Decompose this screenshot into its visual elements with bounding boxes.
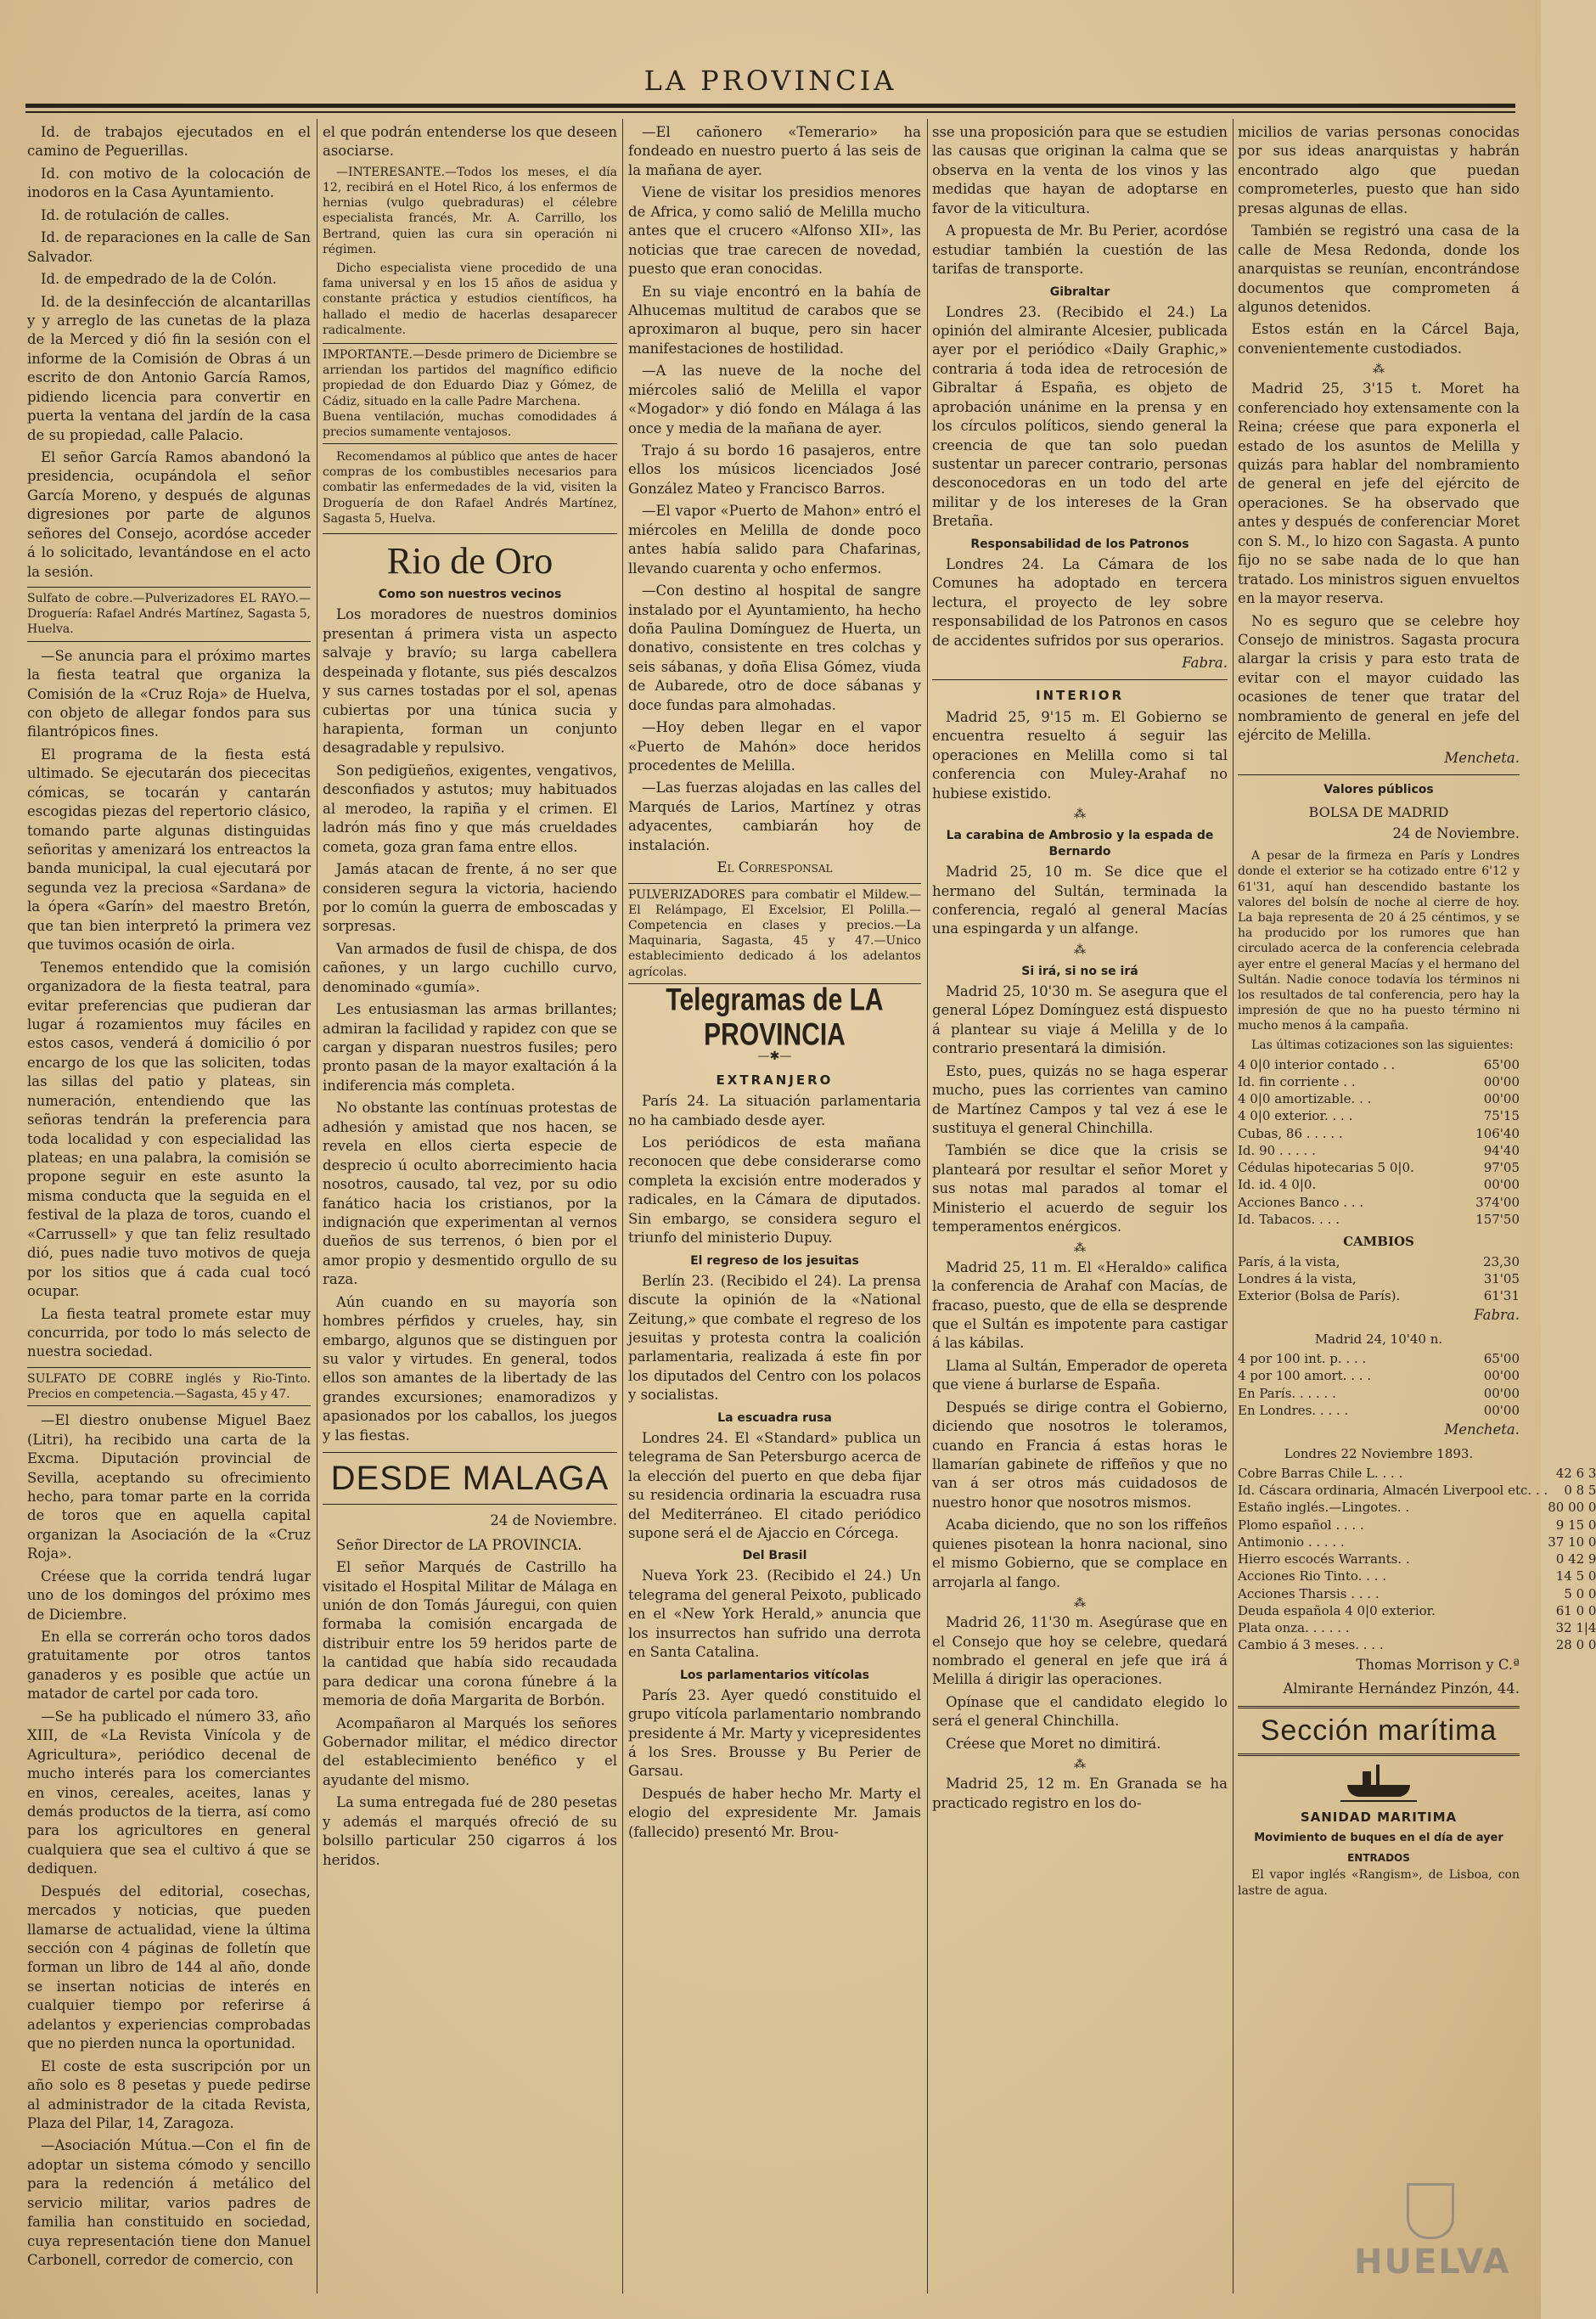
quote-label: 4 por 100 amort. . . . (1238, 1368, 1372, 1384)
quote-value: 00'00 (1483, 1402, 1520, 1418)
paragraph: Los moradores de nuestros dominios presentan á primera vista un aspecto salvaje y bravío; su larga cabellera despeinada y flotante, sus piés descalzos y sus carnes tostadas por el sol, apenas cubiertas por una túnica sucia y harapienta, forman un conjunto desagradable y repulsivo. (323, 606, 617, 757)
madrid-quotes-table (1238, 1350, 1520, 1419)
paragraph: Id. de rotulación de calles. (41, 206, 230, 223)
quote-value: 0 8 5 (1564, 1483, 1596, 1499)
quote-value: 9 15 0 (1555, 1517, 1596, 1533)
stamp-text: HUELVA (1354, 2243, 1511, 2282)
subheadline: Responsabilidad de los Patronos (970, 537, 1189, 551)
paragraph: El vapor inglés «Rangism», de Lisboa, con lastre de agua. (1238, 1868, 1520, 1898)
quote-row (1238, 1090, 1520, 1107)
quote-row (1238, 1367, 1520, 1384)
quote-label: Londres á la vista, (1238, 1270, 1357, 1286)
paragraph: —Se ha publicado el número 33, año XIII, de «La Revista Vinícola y de Agricultura», periódico decenal de mucho interés para los comerciantes en vinos, cereales, aceites, lanas y demás productos de la tierra, así como para los agricultores en general cualquiera que sea el cultivo á que se dediquen. (27, 1708, 311, 1877)
masthead (25, 59, 1515, 110)
newspaper-title: LA PROVINCIA (643, 65, 897, 97)
quote-label: Cubas, 86 . . . . . (1238, 1125, 1343, 1141)
column-3 (628, 123, 921, 2294)
paragraph: Van armados de fusil de chispa, de dos cañones, y un largo cuchillo curvo, denominado «gumía». (323, 940, 617, 995)
quote-label: Estaño inglés.—Lingotes. . (1238, 1500, 1410, 1516)
quote-label: 4 0|0 amortizable. . . (1238, 1091, 1372, 1107)
paragraph: Madrid 25, 10 m. Se dice que el hermano del Sultán, terminada la conferencia, regaló al general Macías una espingarda y un alfange. (932, 864, 1228, 937)
ship-icon (1340, 1763, 1417, 1802)
paragraph: —INTERESANTE.—Todos los meses, el día 12, recibirá en el Hotel Rico, á los enfermos de hernias (vulgo quebraduras) el célebre especialista francés, Mr. A. Carrillo, los Bertrand, quien las cura sin operación ni régimen. (323, 165, 617, 256)
advertisement: SULFATO DE COBRE inglés y Rio-Tinto. Precios en competencia.—Sagasta, 45 y 47. (27, 1367, 311, 1406)
quote-label: Id. id. 4 0|0. (1238, 1177, 1317, 1193)
quote-value: 00'00 (1483, 1091, 1520, 1107)
paragraph: Madrid 25, 9'15 m. El Gobierno se encuentra resuelto á seguir las operaciones en Melilla como si tal conferencia con Muley-Arahaf no hubiese existido. (932, 708, 1228, 802)
quote-value: 31'05 (1483, 1270, 1520, 1286)
headline: Sección marítima (1260, 1714, 1498, 1747)
quote-value: 28 0 0 (1555, 1637, 1596, 1653)
paragraph: En ella se correrán ocho toros dados gratuitamente por otros tantos ganaderos y es posible que actúe un matador de cartel por cada toro. (27, 1629, 311, 1703)
advertisement (323, 343, 617, 444)
paragraph: Madrid 25, 10'30 m. Se asegura que el general López Domínguez está dispuesto á plantear su viaje á Melilla y de lo contrario presentará la dimisión. (932, 982, 1228, 1057)
paragraph: Créese que la corrida tendrá lugar uno de los domingos del próximo mes de Diciembre. (27, 1568, 311, 1623)
paragraph: Esto, pues, quizás no se haga esperar mucho, pues las corrientes van camino de Martínez Campos y tal vez á ese le sustituya el general Chinchilla. (932, 1062, 1228, 1136)
paragraph: sse una proposición para que se estudien las causas que originan la calma que se observa en la venta de los vinos y las medidas que hayan de adoptarse en favor de la viticultura. (932, 124, 1228, 217)
quote-label: Id. Tabacos. . . . (1238, 1211, 1340, 1227)
paragraph: La suma entregada fué de 280 pesetas y además el marqués ofreció de su bolsillo particular 250 cigarros á los heridos. (323, 1794, 617, 1868)
paragraph: micilios de varias personas conocidas por sus ideas anarquistas y habrán encontrado algo que puedan comprometerles, puesto que han sido presas algunas de ellas. (1238, 124, 1520, 217)
quote-label: Plata onza. . . . . . (1238, 1620, 1350, 1636)
subheadline: El regreso de los jesuitas (690, 1253, 859, 1268)
paragraph: París 23. Ayer quedó constituido el grupo vitícola parlamentario nombrando presidente á Mr. Marty y vicepresidentes á los Sres. Brousse y Bu Perier de Garsau. (628, 1686, 921, 1780)
quote-label: Id. Cáscara ordinaria, Almacén Liverpool etc. . . (1238, 1483, 1548, 1499)
column-separator (317, 119, 318, 2294)
subheadline: La carabina de Ambrosio y la espada de Bernardo (946, 829, 1214, 859)
paragraph: Viene de visitar los presidios menores de Africa, y como salió de Melilla mucho antes que el crucero «Alfonso XII», las noticias que trae carecen de novedad, puesto que eran conocidas. (628, 184, 921, 278)
paragraph: el que podrán entenderse los que deseen asociarse. (323, 124, 617, 160)
quote-value: 00'00 (1483, 1368, 1520, 1384)
paragraph: Id. de empedrado de la de Colón. (41, 271, 278, 288)
paragraph: Madrid 25, 12 m. En Granada se ha practicado registro en los do- (932, 1776, 1228, 1811)
signature: Mencheta. (1444, 749, 1520, 766)
ornament: ⁂ (1074, 943, 1086, 957)
quote-row (1238, 1534, 1596, 1551)
subheadline: Como son nuestros vecinos (378, 588, 562, 602)
quote-label: Id. fin corriente . . (1238, 1073, 1356, 1089)
quote-value: 37 10 0 (1548, 1534, 1596, 1550)
paragraph: Madrid 25, 3'15 t. Moret ha conferenciado hoy extensamente con la Reina; créese que para exponerla el estado de los asuntos de Melilla y quizás para hablar del nombramiento de general en jefe del ejército de operaciones. Se ha observado que antes y después de conferenciar Moret con S. M., lo hizo con Sagasta. A punto fijo no se sabe nada de lo que han tratado. Los ministros siguen envueltos en la mayor reserva. (1238, 380, 1520, 607)
paragraph: París 24. La situación parlamentaria no ha cambiado desde ayer. (628, 1093, 921, 1129)
headline: Rio de Oro (386, 540, 554, 582)
subheadline: Valores públicos (1323, 783, 1434, 797)
address: Almirante Hernández Pinzón, 44. (1283, 1680, 1520, 1697)
paragraph: Aún cuando en su mayoría son hombres pérfidos y crueles, hay, sin embargo, algunos que se distinguen por su valor y virtudes. En general, todos ellos son amantes de la libertady de las grandes excursiones; enamoradizos y apasionados por los caballos, los juegos y las fiestas. (323, 1293, 617, 1444)
paragraph: Nueva York 23. (Recibido el 24.) Un telegrama del general Peixoto, publicado en el «New York Herald,» anuncia que los insurrectos han sufrido una derrota en Santa Catalina. (628, 1568, 921, 1661)
column-5 (1238, 123, 1596, 2294)
quote-label: Plomo español . . . . (1238, 1517, 1364, 1533)
quote-value: 00'00 (1483, 1385, 1520, 1401)
paragraph: Los periódicos de esta mañana reconocen que debe considerarse como completa la excisión entre moderados y radicales, en la Cámara de diputados. Sin embargo, se considera seguro el triunfo del ministerio Dupuy. (628, 1134, 921, 1247)
quote-label: En París. . . . . . (1238, 1385, 1336, 1401)
archive-stamp (1354, 2183, 1511, 2285)
paragraph: Señor Director de LA PROVINCIA. (336, 1536, 582, 1553)
divider (1238, 1753, 1520, 1756)
paragraph: No es seguro que se celebre hoy Consejo de ministros. Sagasta procura alargar la crisis y para esto trata de evitar con el mayor cuidado las ocasiones de tener que tratar del nombramiento de general en jefe del ejército de Melilla. (1238, 612, 1520, 744)
paragraph: —El cañonero «Temerario» ha fondeado en nuestro puerto á las seis de la mañana de ayer. (628, 124, 921, 178)
paragraph: En su viaje encontró en la bahía de Alhucemas multitud de carabos que se aproximaron al buque, pero sin hacer manifestaciones de hostilidad. (628, 283, 921, 357)
quote-row (1238, 1402, 1520, 1419)
paragraph: Les entusiasman las armas brillantes; admiran la facilidad y rapidez con que se cargan y disparan nuestros fusiles; pero pronto pasan de la mayor exaltación á la indiferencia más completa. (323, 1001, 617, 1094)
quote-row (1238, 1551, 1596, 1568)
quote-label: Id. 90 . . . . . (1238, 1142, 1316, 1158)
paragraph: El señor García Ramos abandonó la presidencia, ocupándola el señor García Moreno, y después de algunas digresiones por parte de algunos señores del Consejo, acordóse acceder á lo solicitado, levantándose en el acto la sesión. (27, 449, 311, 580)
quote-value: 97'05 (1483, 1160, 1520, 1176)
subheadline: CAMBIOS (1343, 1234, 1414, 1250)
quote-row (1238, 1287, 1520, 1304)
quotes-table (1238, 1056, 1520, 1229)
paragraph: Id. con motivo de la colocación de inodoros en la Casa Ayuntamiento. (27, 165, 311, 201)
paragraph: Después del editorial, cosechas, mercados y noticias, que pueden llamarse de actualidad, viene la última sección con 4 páginas de folletín que forman un libro de 144 al año, donde se insertan noticias de interés en cualquier tiempo por referirse á adelantos y experiencias comprobadas que no pierden nunca la oportunidad. (27, 1883, 311, 2052)
paragraph: Londres 24. La Cámara de los Comunes ha adoptado en tercera lectura, el proyecto de ley sobre responsabilidad de los Patronos en casos de accidentes sufridos por sus operarios. (932, 555, 1228, 649)
divider (1238, 774, 1520, 775)
london-quotes-table (1238, 1465, 1596, 1654)
paragraph: El coste de esta suscripción por un año solo es 8 pesetas y puede pedirse al administrador de la citada Revista, Plaza del Pilar, 14, Zaragoza. (27, 2057, 311, 2131)
quote-row (1238, 1517, 1596, 1534)
paragraph: —El diestro onubense Miguel Baez (Litri), ha recibido una carta de la Excma. Diputación provincial de Sevilla, aceptando su ofrecimiento hecho, para tomar parte en la corrida de toros que en aquella capital organizan la Asociación de la «Cruz Roja». (27, 1412, 311, 1562)
subheadline: Madrid 24, 10'40 n. (1314, 1331, 1443, 1347)
quote-label: Hierro escocés Warrants. . (1238, 1551, 1410, 1568)
quote-value: 61 0 0 (1555, 1602, 1596, 1618)
subheadline: ENTRADOS (1347, 1852, 1410, 1865)
headline: DESDE MALAGA (330, 1460, 610, 1498)
paragraph: —Se anuncia para el próximo martes la fiesta teatral que organiza la Comisión de la «Cruz Roja» de Huelva, con objeto de allegar fondos para sus filantrópicos fines. (27, 647, 311, 740)
column-4 (932, 123, 1228, 2294)
paragraph: —A las nueve de la noche del miércoles salió de Melilla el vapor «Mogador» y dió fondo en Málaga á las once y media de la mañana de ayer. (628, 363, 921, 436)
quote-row (1238, 1499, 1596, 1516)
signature: Thomas Morrison y C.ª (1356, 1656, 1520, 1673)
quote-row (1238, 1636, 1596, 1653)
quote-row (1238, 1142, 1520, 1159)
subheadline: La escuadra rusa (717, 1410, 832, 1425)
quote-value: 374'00 (1475, 1194, 1520, 1210)
quote-row (1238, 1211, 1520, 1228)
subheadline: Los parlamentarios vitícolas (680, 1668, 869, 1682)
paragraph: —Asociación Mútua.—Con el fin de adoptar un sistema cómodo y sencillo para la redención á metálico del servicio militar, varios padres de familia han constituido en sociedad, cuya representación tiene don Manuel Carbonell, corredor de comercio, con (27, 2137, 311, 2268)
subheadline: BOLSA DE MADRID (1308, 804, 1449, 821)
quote-row (1238, 1619, 1596, 1636)
paragraph: Id. de reparaciones en la calle de San Salvador. (27, 229, 311, 265)
dateline: 24 de Noviembre. (1392, 825, 1520, 841)
quote-value: 42 6 3 (1555, 1465, 1596, 1481)
quote-value: 106'40 (1475, 1125, 1520, 1141)
subheadline: Londres 22 Noviembre 1893. (1284, 1445, 1474, 1461)
paragraph: También se dice que la crisis se planteará por resultar el señor Moret y sus notas mal parados al tomar el Ministerio el acuerdo de seguir los temperamentos enérgicos. (932, 1142, 1228, 1235)
paragraph: Jamás atacan de frente, á no ser que consideren segura la victoria, haciendo por lo común la guerra de emboscadas y sorpresas. (323, 861, 617, 935)
quote-value: 00'00 (1483, 1177, 1520, 1193)
subheadline: Si irá, si no se irá (1021, 964, 1138, 978)
paragraph: Son pedigüeños, exigentes, vengativos, desconfiados y astutos; muy habituados al merodeo, la rapiña y el crimen. El ladrón más fino y que más crueldades cometa, goza gran fama entre ellos. (323, 762, 617, 855)
quote-row (1238, 1073, 1520, 1090)
signature: Fabra. (1182, 655, 1228, 671)
quote-value: 61'31 (1483, 1288, 1520, 1304)
quote-row (1238, 1602, 1596, 1619)
quote-row (1238, 1159, 1520, 1176)
paragraph: Créese que Moret no dimitirá. (946, 1735, 1161, 1752)
quote-value: 23,30 (1483, 1253, 1520, 1269)
quote-row (1238, 1585, 1596, 1602)
ornament: ⁂ (1373, 363, 1385, 377)
paragraph: A pesar de la firmeza en París y Londres donde el exterior se ha cotizado entre 6'12 y 61'31, aquí han descendido bastante los valores del bolsín de noche al cierre de hoy. La baja representa de 20 á 25 céntimos, y se ha producido por los rumores que han circulado acerca de la conferencia celebrada ayer entre el general Macías y el hermano del Sultán. Nadie conoce todavía los términos ni los resultados de tal conferencia, pero hay la impresión de que no ha puesto término ni mucho menos á la campaña. (1238, 849, 1520, 1033)
quote-row (1238, 1568, 1596, 1584)
quote-value: 00'00 (1483, 1073, 1520, 1089)
ornament: ⁂ (1074, 1758, 1086, 1772)
quote-label: París, á la vista, (1238, 1253, 1340, 1269)
ad-text: Buena ventilación, muchas comodidades á precios sumamente ventajosos. (323, 409, 617, 439)
quote-label: Antimonio . . . . . (1238, 1534, 1345, 1550)
divider (323, 533, 617, 534)
paragraph: Opínase que el candidato elegido lo será el general Chinchilla. (932, 1693, 1228, 1730)
column-separator (622, 119, 623, 2294)
quote-value: 157'50 (1475, 1211, 1520, 1227)
quote-value: 65'00 (1483, 1351, 1520, 1367)
divider (323, 1504, 617, 1505)
paragraph: Londres 23. (Recibido el 24.) La opinión del almirante Alcesier, publicada ayer por el periódico «Daily Graphic,» contraria á toda idea de retrocesión de Gibraltar á España, es objeto de aprobación unánime en la prensa y en los círculos políticos, siendo general la creencia de que tan solo puedan sustentar un parecer contrario, personas desconocedoras en un todo del arte militar y de los intereses de la Gran Bretaña. (932, 303, 1228, 530)
quote-row (1238, 1270, 1520, 1287)
crest-icon (1407, 2183, 1454, 2239)
column-2 (323, 123, 617, 2294)
quote-value: 5 0 0 (1564, 1585, 1596, 1601)
paragraph: También se registró una casa de la calle de Mesa Redonda, donde los anarquistas se reunían, encontrándose documentos que comprometen á algunos detenidos. (1238, 222, 1520, 315)
divider (323, 1452, 617, 1453)
ad-text: IMPORTANTE.—Desde primero de Diciembre se arriendan los partidos del magnífico edificio propiedad de don Eduardo Diaz y Gómez, de Cádiz, situado en la calle Padre Marchena. (323, 347, 617, 408)
masthead-rule-thin (25, 111, 1515, 113)
quote-label: Cédulas hipotecarias 5 0|0. (1238, 1160, 1414, 1176)
quote-label: Cobre Barras Chile L. . . . (1238, 1465, 1403, 1481)
quote-label: Deuda española 4 0|0 exterior. (1238, 1602, 1436, 1618)
paragraph: Tenemos entendido que la comisión organizadora de la fiesta teatral, para evitar preferencias que pudieran dar lugar á rozamientos muy fáciles en estos casos, venderá á domicilio ó por encargo de los que las soliciten, todas las sillas del patio y plateas, sin numeración, entendiendo que las señoras tendrán la preferencia para toda localidad y con especialidad las plateas; en una palabra, la comisión se propone seguir en este asunto la misma conducta que la seguida en el festival de la plaza de toros, cuando el «Carrussell» y que tan feliz resultado dió, pues nadie tuvo motivos de queja por los sitios que á cada cual tocó ocupar. (27, 959, 311, 1300)
ornament: —✱— (757, 1049, 792, 1063)
quote-row (1238, 1350, 1520, 1367)
quote-label: 4 por 100 int. p. . . . (1238, 1351, 1367, 1367)
quote-value: 75'15 (1483, 1108, 1520, 1124)
quote-value: 80 00 0 (1548, 1500, 1596, 1516)
quote-label: Acciones Rio Tinto. . . . (1238, 1568, 1386, 1584)
signature: El Corresponsal (717, 859, 833, 876)
paragraph: La fiesta teatral promete estar muy concurrida, por todo lo más selecto de nuestra sociedad. (27, 1305, 311, 1360)
ornament: ⁂ (1074, 1241, 1086, 1255)
quote-label: En Londres. . . . . (1238, 1402, 1349, 1418)
subheadline: Gibraltar (1049, 284, 1110, 299)
paragraph: —Hoy deben llegar en el vapor «Puerto de Mahón» doce heridos procedentes de Melilla. (628, 719, 921, 774)
subheadline: Movimiento de buques en el día de ayer (1254, 1832, 1503, 1845)
quote-label: 4 0|0 exterior. . . . (1238, 1108, 1353, 1124)
quote-label: Exterior (Bolsa de París). (1238, 1288, 1401, 1304)
headline: Telegramas de LA PROVINCIA (666, 982, 884, 1052)
quote-row (1238, 1253, 1520, 1270)
paragraph: Londres 24. El «Standard» publica un telegrama de San Petersburgo acerca de la elección del puerto en que deba fijar su residencia ordinaria la escuadra rusa del Mediterráneo. El citado periódico supone será el de Ajaccio en Córcega. (628, 1429, 921, 1541)
advertisement: Sulfato de cobre.—Pulverizadores EL RAYO.—Droguería: Rafael Andrés Martínez, Sagasta 5, Huelva. (27, 587, 311, 642)
paragraph: —Las fuerzas alojadas en las calles del Marqués de Larios, Martínez y otras adyacentes, cambiarán hoy de instalación. (628, 780, 921, 853)
signature: Mencheta. (1444, 1421, 1520, 1438)
paragraph: Id. de la desinfección de alcantarillas y y arreglo de las cunetas de la plaza de la Merced y dió fin la sesión con el informe de la Comisión de Obras á un escrito de don Antonio García Ramos, pidiendo licencia para convertir en puerta la ventana del jardín de la casa de su propiedad, calle Palacio. (27, 293, 311, 443)
ornament: ⁂ (1074, 1596, 1086, 1611)
paragraph: Después de haber hecho Mr. Marty el elogio del expresidente Mr. Jamais (fallecido) presentó Mr. Brou- (628, 1785, 921, 1840)
paragraph: Dicho especialista viene procedido de una fama universal y en los 15 años de asidua y constante práctica y estudios científicos, ha hallado el medio de hacerlas desaparecer radicalmente. (323, 262, 617, 337)
column-separator (1233, 119, 1234, 2294)
paragraph: A propuesta de Mr. Bu Perier, acordóse estudiar también la cuestión de las tarifas de transporte. (932, 222, 1228, 278)
quote-row (1238, 1465, 1596, 1482)
quote-value: 32 1|4 (1555, 1620, 1596, 1636)
signature: Fabra. (1474, 1307, 1520, 1324)
section-heading: INTERIOR (1035, 688, 1125, 704)
quote-value: 94'40 (1483, 1142, 1520, 1158)
quote-row (1238, 1482, 1596, 1499)
divider (932, 679, 1228, 680)
quote-row (1238, 1125, 1520, 1142)
paragraph: Llama al Sultán, Emperador de opereta que viene á burlarse de España. (932, 1357, 1228, 1393)
quote-label: Acciones Banco . . . (1238, 1194, 1364, 1210)
quote-row (1238, 1176, 1520, 1193)
exchange-table (1238, 1253, 1520, 1305)
quote-value: 14 5 0 (1555, 1568, 1596, 1584)
subheadline: Del Brasil (742, 1549, 807, 1563)
ornament: ⁂ (1074, 808, 1086, 822)
paragraph: El programa de la fiesta está ultimado. Se ejecutarán dos piececitas cómicas, se tocarán y cantarán escogidas piezas del repertorio clásico, tomando parte algunas distinguidas señoritas y amenizará los entreactos la banda municipal, la cual ejecutará por segunda vez la preciosa «Sardana» de la ópera «Garín» del maestro Bretón, que tan bien interpretó la primera vez que tuvimos ocasión de oirla. (27, 746, 311, 954)
quote-value: 0 42 9 (1555, 1551, 1596, 1568)
quote-value: 65'00 (1483, 1056, 1520, 1072)
paragraph: —Con destino al hospital de sangre instalado por el Ayuntamiento, ha hecho doña Paulina Domínguez de Huerta, un donativo, consistente en tres colchas y seis sábanas, y doña Elisa Gómez, viuda de Aubarede, otro de doce sábanas y doce fundas para almohadas. (628, 583, 921, 713)
quote-row (1238, 1056, 1520, 1073)
quote-row (1238, 1107, 1520, 1124)
column-1 (27, 123, 311, 2294)
paragraph: No obstante las contínuas protestas de adhesión y amistad que nos hacen, se revela en ellos cierta especie de desprecio ú oculto aborrecimiento hacia nosotros, causado, tal vez, por su odio fanático hacia los cristianos, por la indignación que experimentan al vernos dueños de sus terrenos, ó bien por el amor propio y desmentido orgullo de su raza. (323, 1100, 617, 1288)
paragraph: Las últimas cotizaciones son las siguientes: (1251, 1038, 1514, 1052)
paragraph: El señor Marqués de Castrillo ha visitado el Hospital Militar de Málaga en unión de don Tomás Jáuregui, con quien formaba la comisión encargada de distribuir entre los 59 heridos parte de la cantidad que había sido recaudada para dedicar una corona fúnebre á la memoria de doña Margarita de Borbón. (323, 1559, 617, 1709)
advertisement: PULVERIZADORES para combatir el Mildew.—El Relámpago, El Excelsior, El Polilla.—Competencia en clases y precios.—La Maquinaria, Sagasta, 45 y 47.—Unico establecimiento dedicado á los adelantos agrícolas. (628, 883, 921, 984)
paragraph: Madrid 26, 11'30 m. Asegúrase que en el Consejo que hoy se celebre, quedará nombrado el general en jefe que irá á Melilla á dirigir las operaciones. (932, 1614, 1228, 1688)
paragraph: Madrid 25, 11 m. El «Heraldo» califica la conferencia de Arahaf con Macías, de fracaso, puesto, que de ella se desprende que el Sultán es impotente para castigar á las kábilas. (932, 1258, 1228, 1352)
paragraph: —El vapor «Puerto de Mahon» entró el miércoles en Melilla de donde poco antes había salido para Chafarinas, llevando cuarenta y ocho enfermos. (628, 503, 921, 577)
paragraph: Después se dirige contra el Gobierno, diciendo que nosotros le toleramos, cuando en Francia á estas horas le llamarían gabinete de riffeños y que no van á ser otros más cuidadosos de nuestro honor que nosotros mismos. (932, 1399, 1228, 1511)
paragraph: Trajo á su bordo 16 pasajeros, entre ellos los músicos licenciados José González Mateo y Francisco Barros. (628, 442, 921, 497)
quote-row (1238, 1194, 1520, 1211)
masthead-rule (25, 104, 1515, 108)
quote-label: Cambio á 3 meses. . . . (1238, 1637, 1384, 1653)
advertisement: Recomendamos al público que antes de hacer compras de los combustibles necesarios para combatir las enfermedades de la vid, visiten la Droguería de don Rafael Andrés Martínez, Sagasta 5, Huelva. (323, 450, 617, 526)
paragraph: Berlín 23. (Recibido el 24). La prensa discute la opinión de la «National Zeitung,» que combate el regreso de los jesuitas y protesta contra la coalición parlamentaria, realizada á este fin por los diputados del Centro con los polacos y socialistas. (628, 1272, 921, 1404)
quote-label: Acciones Tharsis . . . . (1238, 1585, 1380, 1601)
column-separator (927, 119, 928, 2294)
quote-row (1238, 1385, 1520, 1402)
section-heading: EXTRANJERO (716, 1072, 834, 1088)
quote-label: 4 0|0 interior contado . . (1238, 1056, 1396, 1072)
section-heading: SANIDAD MARITIMA (1300, 1810, 1458, 1825)
dateline: 24 de Noviembre. (490, 1512, 617, 1529)
paragraph: Acaba diciendo, que no son los riffeños quienes pisotean la honra nacional, sino el mismo Gobierno, que se complace en arrojarla al fango. (932, 1517, 1228, 1590)
paragraph: Acompañaron al Marqués los señores Gobernador militar, el médico director del establecimiento benéfico y el ayudante del mismo. (323, 1714, 617, 1788)
divider (1238, 1706, 1520, 1708)
paragraph: Id. de trabajos ejecutados en el camino de Peguerillas. (27, 124, 311, 160)
paragraph: Estos están en la Cárcel Baja, convenientemente custodiados. (1238, 321, 1520, 357)
